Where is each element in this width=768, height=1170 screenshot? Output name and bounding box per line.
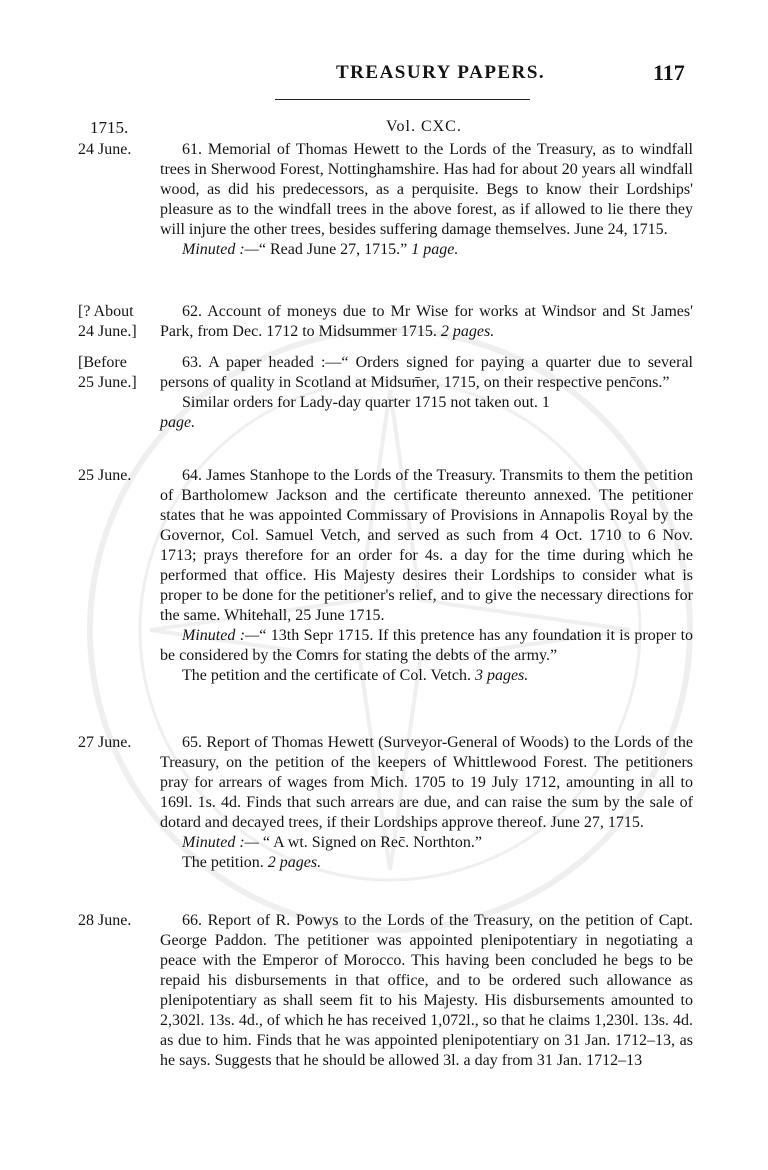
entry-pages: page. xyxy=(160,414,196,431)
entry-text: 64. James Stanhope to the Lords of the Treasury. Transmits to them the petition of Bartholomew Jackson and the certificate thereunto annexed. The petitioner states that he was appointed Commissary of Provisions in Annapolis Royal by the Governor, Col. Samuel Vetch, and served as such from 4 Oct. 1710 to 6 Nov. 1713; prays therefore for an order for 4s. a day for the time during which he performed that office. His Majesty desires their Lordships to consider what is proper to be done for the petitioner's relief, and to give the necessary directions for the same. Whitehall, 25 June 1715. xyxy=(160,467,693,624)
entry-text: 63. A paper headed :—“ Orders signed for paying a quarter due to several persons of quality in Scotland at Midsum̄er, 1715, on their respective penc̄ons.” xyxy=(160,354,693,391)
entry-minute: Minuted :—“ Read June 27, 1715.” 1 page. xyxy=(182,241,459,258)
running-head xyxy=(0,62,768,92)
entry-minute: Minuted :—“ 13th Sepr 1715. If this pretence has any foundation it is proper to be considered by the Comrs for stating the debts of the army.” xyxy=(160,627,694,664)
entry-date: [? About 24 June.] xyxy=(78,303,137,340)
entry-note: The petition and the certificate of Col. Vetch. 3 pages. xyxy=(182,667,529,684)
entry-date: 25 June. xyxy=(78,467,132,484)
entry-body xyxy=(160,733,693,873)
entry-text: 61. Memorial of Thomas Hewett to the Lords of the Treasury, as to windfall trees in Sherwood Forest, Nottinghamshire. Has had for about 20 years all windfall wood, as did his predecessors, as a perquisite. Begs to know their Lordships' pleasure as to the windfall trees in the above forest, as if allowed to lie there they will injure the other trees, besides suffering damage themselves. June 24, 1715. xyxy=(160,141,693,238)
entry-note: The petition. 2 pages. xyxy=(182,854,322,871)
entry-text: 62. Account of moneys due to Mr Wise for works at Windsor and St James' Park, from Dec. 1712 to Midsummer 1715. 2 pages. xyxy=(160,303,693,340)
entry-body xyxy=(160,140,693,260)
volume-heading: Vol. CXC. xyxy=(386,118,462,135)
running-head-title: TREASURY PAPERS. xyxy=(336,62,546,83)
entry-date: 28 June. xyxy=(78,912,132,929)
entry-date: 24 June. xyxy=(78,141,132,158)
entry-date: 27 June. xyxy=(78,734,132,751)
header-rule xyxy=(275,99,530,100)
entry-body xyxy=(160,911,693,1071)
page-number: 117 xyxy=(653,60,685,85)
entry-note: Similar orders for Lady-day quarter 1715 not taken out. 1 xyxy=(182,394,550,411)
entry-body xyxy=(160,466,693,686)
entry-text: 65. Report of Thomas Hewett (Surveyor-General of Woods) to the Lords of the Treasury, on the petition of the keepers of Whittlewood Forest. The petitioners pray for arrears of wages from Mich. 1705 to 19 July 1712, amounting in all to 169l. 1s. 4d. Finds that such arrears are due, and can raise the sum by the sale of dotard and decayed trees, if their Lordships approve thereof. June 27, 1715. xyxy=(160,734,693,831)
entry-body xyxy=(160,302,693,342)
year-label: 1715. xyxy=(90,118,129,137)
entry-text: 66. Report of R. Powys to the Lords of the Treasury, on the petition of Capt. George Paddon. The petitioner was appointed plenipotentiary in negotiating a peace with the Emperor of Morocco. This having been concluded he begs to be repaid his disbursements in that office, and to be ordered such allowance as plenipotentiary as shall seem fit to his Majesty. His disbursements amounted to 2,302l. 13s. 4d., of which he has received 1,072l., so that he claims 1,230l. 13s. 4d. as due to him. Finds that he was appointed plenipotentiary on 31 Jan. 1712–13, as he says. Suggests that he should be allowed 3l. a day from 31 Jan. 1712–13 xyxy=(160,912,693,1069)
entry-body xyxy=(160,353,693,433)
entry-date: [Before 25 June.] xyxy=(78,354,137,391)
entry-minute: Minuted :— “ A wt. Signed on Rec̄. Northton.” xyxy=(182,834,482,851)
